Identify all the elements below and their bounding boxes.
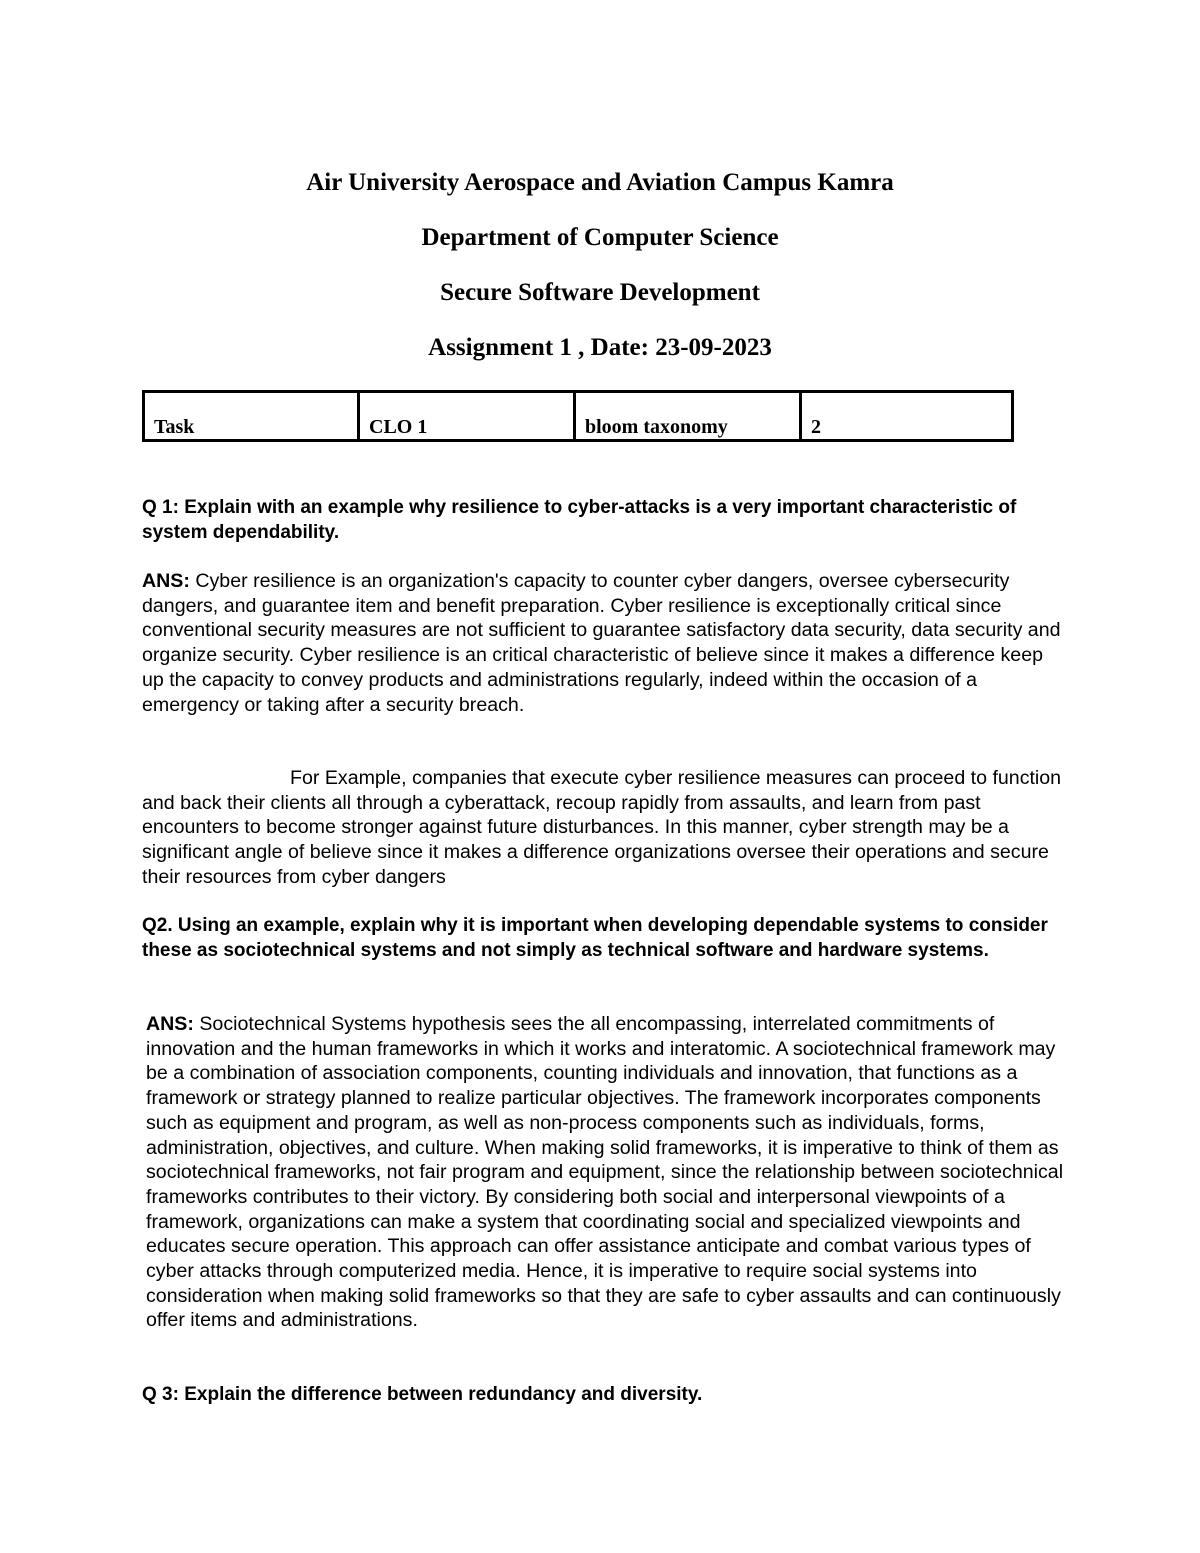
answer-1 <box>142 569 1067 717</box>
table-row <box>144 392 1013 441</box>
clo-cell: CLO 1 <box>359 392 575 441</box>
university-title: Air University Aerospace and Aviation Campus Kamra <box>306 169 894 196</box>
answer-1-text: Cyber resilience is an organization's capacity to counter cyber dangers, oversee cybersecurity dangers, and guarantee item and benefit preparation. Cyber resilience is exceptionally critical since conventional security measures are not sufficient to guarantee satisfactory data security, data security and organize security. Cyber resilience is an critical characteristic of believe since it makes a difference keep up the capacity to convey products and administrations regularly, indeed within the occasion of a emergency or taking after a security breach. <box>142 570 1061 716</box>
answer-label: ANS: <box>142 570 190 592</box>
answer-label: ANS: <box>146 1013 194 1035</box>
bloom-taxonomy-cell: bloom taxonomy <box>575 392 801 441</box>
answer-1-example: For Example, companies that execute cyber resilience measures can proceed to function and back their clients all through a cyberattack, recoup rapidly from assaults, and learn from past encounters to become stronger against future disturbances. In this manner, cyber strength may be a significant angle of believe since it makes a difference organizations oversee their operations and secure their resources from cyber dangers <box>142 767 1062 888</box>
course-title: Secure Software Development <box>440 279 760 306</box>
assignment-title: Assignment 1 , Date: 23-09-2023 <box>428 334 772 361</box>
department-title: Department of Computer Science <box>421 224 779 251</box>
question-1: Q 1: Explain with an example why resilience to cyber-attacks is a very important characteristic of system dependability. <box>142 497 1017 543</box>
task-cell: Task <box>144 392 359 441</box>
answer-2 <box>142 1012 1067 1333</box>
question-3: Q 3: Explain the difference between redundancy and diversity. <box>142 1384 703 1405</box>
info-table <box>142 390 1014 442</box>
question-2: Q2. Using an example, explain why it is important when developing dependable systems to consider these as sociotechnical systems and not simply as technical software and hardware systems. <box>142 915 1048 961</box>
level-cell: 2 <box>801 392 1013 441</box>
answer-2-text: Sociotechnical Systems hypothesis sees the all encompassing, interrelated commitments of innovation and the human frameworks in which it works and interatomic. A sociotechnical framework may be a combination of association components, counting individuals and innovation, that functions as a framework or strategy planned to realize particular objectives. The framework incorporates components such as equipment and program, as well as non-process components such as individuals, forms, administration, objectives, and culture. When making solid frameworks, it is imperative to think of them as sociotechnical frameworks, not fair program and equipment, since the relationship between sociotechnical frameworks contributes to their victory. By considering both social and interpersonal viewpoints of a framework, organizations can make a system that coordinating social and specialized viewpoints and educates secure operation. This approach can offer assistance anticipate and combat various types of cyber attacks through computerized media. Hence, it is imperative to require social systems into consideration when making solid frameworks so that they are safe to cyber assaults and can continuously offer items and administrations. <box>146 1013 1064 1332</box>
